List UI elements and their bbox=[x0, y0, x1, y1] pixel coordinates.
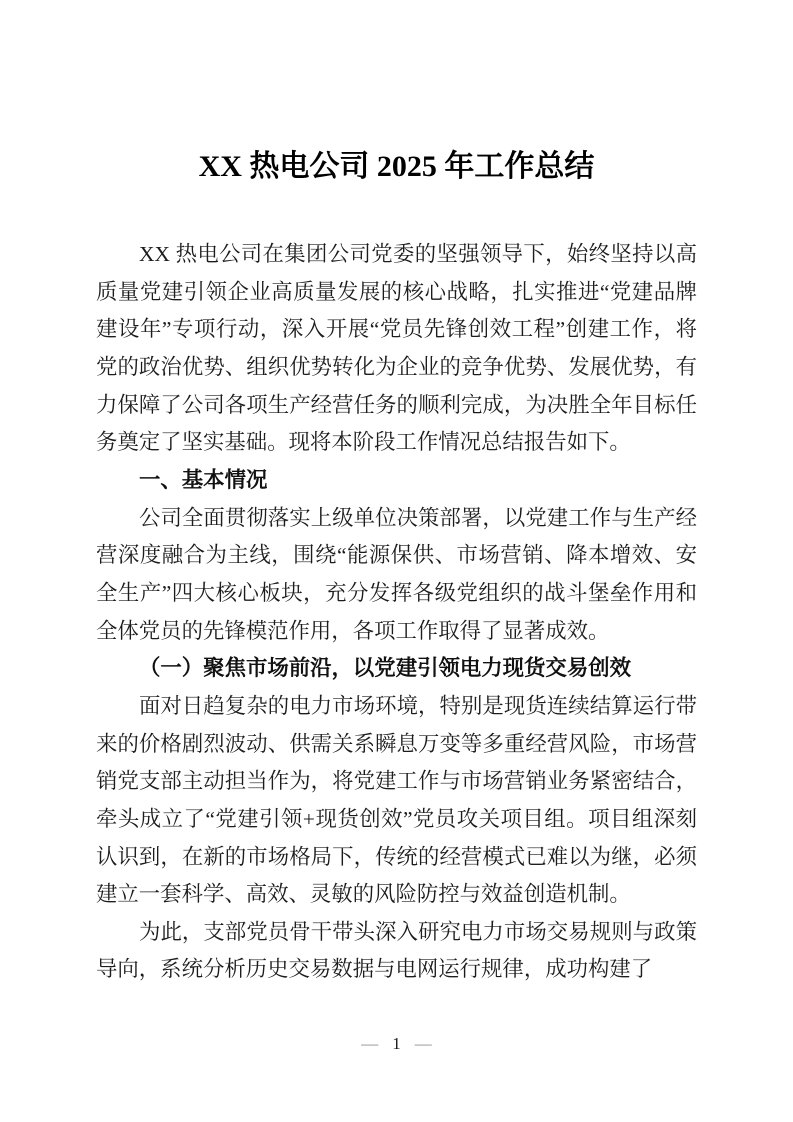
document-title: XX 热电公司 2025 年工作总结 bbox=[198, 150, 595, 183]
section-heading-basic-situation: 一、基本情况 bbox=[139, 467, 268, 492]
document-content bbox=[96, 0, 697, 989]
footer-dash-left: — bbox=[361, 1034, 379, 1053]
paragraph-market-risk: 面对日趋复杂的电力市场环境，特别是现货连续结算运行带来的价格剧烈波动、供需关系瞬息万变等多重经营风险，市场营销党支部主动担当作为，将党建工作与市场营销业务紧密结合，牵头成立了“党建引领+现货创效”党员攻关项目组。项目组深刻认识到，在新的市场格局下，传统的经营模式已难以为继，必须建立一套科学、高效、灵敏的风险防控与效益创造机制。 bbox=[96, 693, 697, 907]
page-footer bbox=[0, 1033, 793, 1055]
footer-dash-right: — bbox=[414, 1034, 432, 1053]
paragraph-intro: XX 热电公司在集团公司党委的坚强领导下，始终坚持以高质量党建引领企业高质量发展的核心战略，扎实推进“党建品牌建设年”专项行动，深入开展“党员先锋创效工程”创建工作，将党的政治优势、组织优势转化为企业的竞争优势、发展优势，有力保障了公司各项生产经营任务的顺利完成，为决胜全年目标任务奠定了坚实基础。现将本阶段工作情况总结报告如下。 bbox=[96, 242, 697, 455]
paragraph-overview: 公司全面贯彻落实上级单位决策部署，以党建工作与生产经营深度融合为主线，围绕“能源保供、市场营销、降本增效、安全生产”四大核心板块，充分发挥各级党组织的战斗堡垒作用和全体党员的先锋模范作用，各项工作取得了显著成效。 bbox=[96, 505, 697, 643]
page-number: 1 bbox=[392, 1034, 401, 1053]
subsection-heading-market-focus: （一）聚焦市场前沿，以党建引领电力现货交易创效 bbox=[139, 656, 631, 681]
document-body bbox=[96, 236, 697, 989]
paragraph-research: 为此，支部党员骨干带头深入研究电力市场交易规则与政策导向，系统分析历史交易数据与电网运行规律，成功构建了 bbox=[96, 919, 697, 982]
